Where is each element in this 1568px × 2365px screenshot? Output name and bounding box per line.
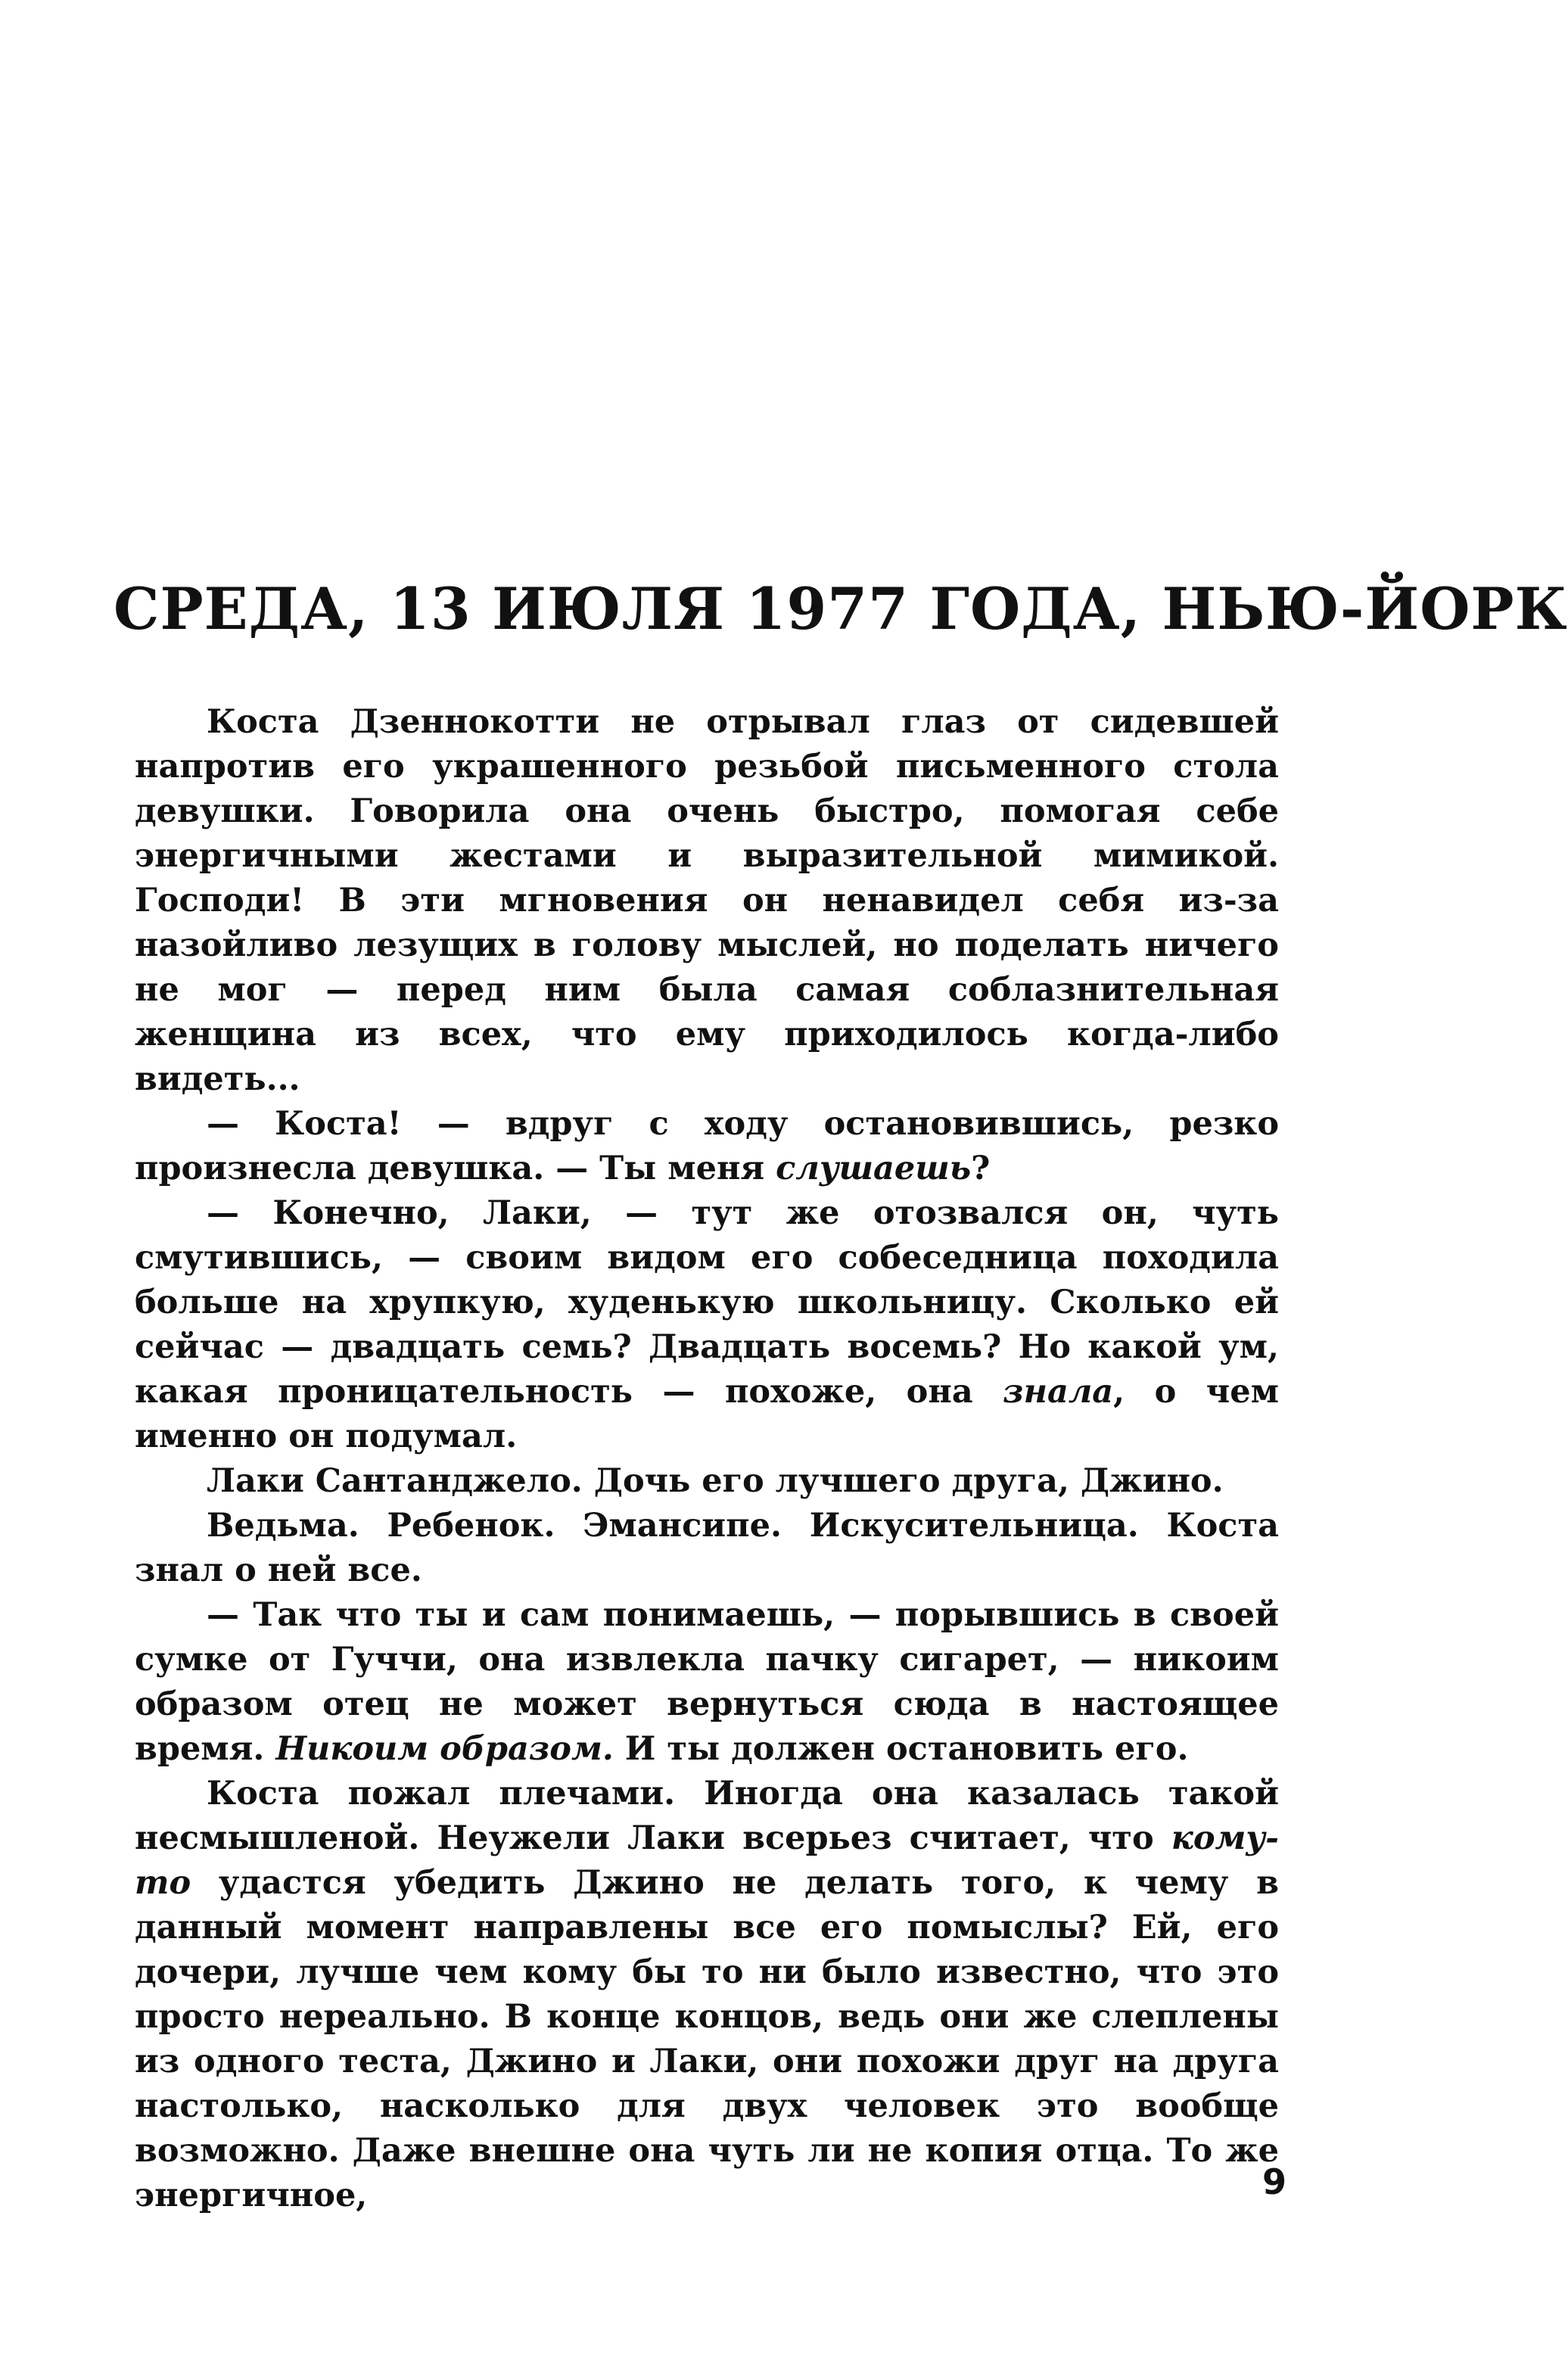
paragraph-1: Коста Дзеннокотти не отрывал глаз от сидевшей напротив его украшенного резьбой письменного стола девушки. Говорила она очень быстро, помогая себе энергичными жестами и выразительной мимикой. Господи! В эти мгновения он ненавидел себя из-за назойливо лезущих в голову мыслей, но поделать ничего не мог — перед ним была самая соблазнительная женщина из всех, что ему приходилось когда-либо видеть... [135,703,1279,1098]
emphasis-nikoim-obrazom: Никоим образом. [275,1730,614,1768]
paragraph-2: — Коста! — вдруг с ходу остановившись, резко произнесла девушка. — Ты меня слушаешь? [135,1105,1279,1187]
paragraph-4: Лаки Сантанджело. Дочь его лучшего друга, Джино. [207,1462,1224,1500]
emphasis-slushaesh: слушаешь [776,1150,972,1187]
emphasis-znala: знала [1003,1373,1114,1411]
paragraph-5: Ведьма. Ребенок. Эмансипе. Искусительница. Коста знал о ней все. [135,1507,1279,1589]
paragraph-7: Коста пожал плечами. Иногда она казалась такой несмышленой. Неужели Лаки всерьез считает, что кому-то удастся убедить Джино не делать того, к чему в данный момент направлены все его помыслы? Ей, его дочери, лучше чем кому бы то ни было известно, что это просто нереально. В конце концов, ведь они же слеплены из одного теста, Джино и Лаки, они похожи друг на друга настолько, насколько для двух человек это вообще возможно. Даже внешне она чуть ли не копия отца. То же энергичное, [135,1775,1279,2214]
body-text [135,700,1279,2218]
paragraph-6: — Так что ты и сам понимаешь, — порывшись в своей сумке от Гуччи, она извлекла пачку сигарет, — никоим образом отец не может вернуться сюда в настоящее время. Никоим образом. И ты должен остановить его. [135,1596,1279,1768]
chapter-title: СРЕДА, 13 ИЮЛЯ 1977 ГОДА, НЬЮ-ЙОРК [114,575,1568,643]
emphasis-komu-to: кому-то [135,1819,1279,1902]
paragraph-3: — Конечно, Лаки, — тут же отозвался он, чуть смутившись, — своим видом его собеседница походила больше на хрупкую, худенькую школьницу. Сколько ей сейчас — двадцать семь? Двадцать восемь? Но какой ум, какая проницательность — похоже, она знала, о чем именно он подумал. [135,1194,1279,1455]
page-number: 9 [1262,2161,1286,2202]
